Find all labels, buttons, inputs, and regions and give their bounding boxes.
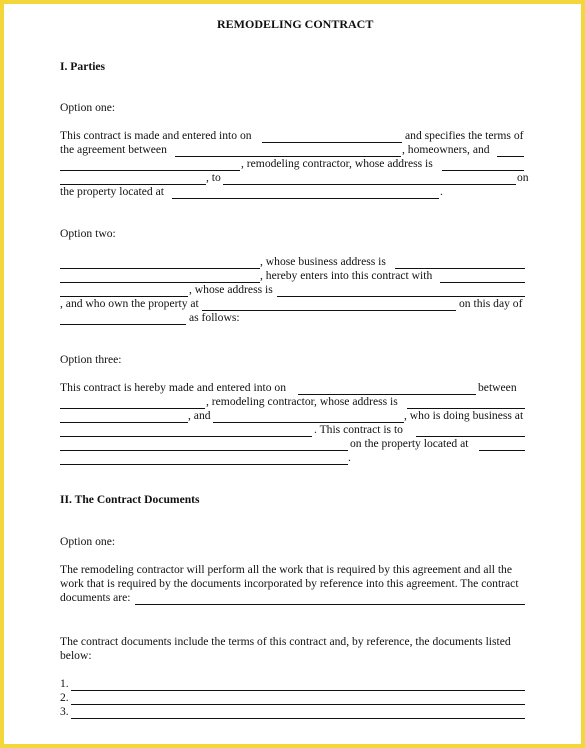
contract-text: , whose address is	[189, 283, 273, 296]
contract-text: and specifies the terms of	[405, 129, 524, 142]
contract-text: work that is required by the documents incorporated by reference into this agreement. The contract	[60, 577, 519, 590]
option-two-label: Option two:	[60, 227, 116, 240]
contract-text: the agreement between	[60, 143, 167, 156]
contract-text: below:	[60, 649, 92, 662]
option-one-label: Option one:	[60, 535, 116, 548]
contract-text: , who is doing business at	[404, 409, 524, 422]
contract-text: , hereby enters into this contract with	[260, 269, 433, 282]
document-list-blank[interactable]	[71, 718, 525, 719]
property-address-blank[interactable]	[479, 450, 525, 451]
date-blank[interactable]	[262, 142, 402, 143]
contractor-name-blank[interactable]	[497, 156, 524, 157]
contract-text: as follows:	[189, 311, 240, 324]
date-blank[interactable]	[60, 324, 186, 325]
list-number: 3.	[60, 705, 69, 718]
page-title: REMODELING CONTRACT	[217, 17, 374, 31]
contract-text: documents are:	[60, 591, 131, 604]
list-number: 1.	[60, 677, 69, 690]
contract-text: .	[348, 451, 351, 464]
contractor-name-blank[interactable]	[60, 408, 205, 409]
document-list-blank[interactable]	[71, 704, 525, 705]
contract-text: This contract is hereby made and entered into on	[60, 381, 286, 394]
homeowner-names-blank[interactable]	[440, 282, 525, 283]
option-three-label: Option three:	[60, 353, 122, 366]
option-one-label: Option one:	[60, 101, 116, 114]
contract-text: .	[440, 185, 443, 198]
document-list-blank[interactable]	[71, 690, 525, 691]
business-address-blank[interactable]	[60, 436, 312, 437]
contract-text: , remodeling contractor, whose address is	[206, 395, 398, 408]
contract-text: , to	[206, 171, 221, 184]
contract-text: . This contract is to	[314, 423, 403, 436]
contract-text: on this day of	[459, 297, 523, 310]
list-number: 2.	[60, 691, 69, 704]
contractor-address-blank[interactable]	[442, 170, 524, 171]
property-address-blank[interactable]	[172, 198, 439, 199]
contract-text: The contract documents include the terms of this contract and, by reference, the documents listed	[60, 635, 511, 648]
contract-text: This contract is made and entered into on	[60, 129, 252, 142]
contract-text: The remodeling contractor will perform all the work that is required by this agreement and all the	[60, 563, 513, 576]
contractor-address-blank-cont[interactable]	[60, 422, 188, 423]
work-description-blank-cont[interactable]	[60, 450, 348, 451]
property-address-blank[interactable]	[202, 310, 456, 311]
contract-text: between	[478, 381, 517, 394]
contract-text: the property located at	[60, 185, 164, 198]
contract-text: , whose business address is	[260, 255, 386, 268]
property-address-blank-cont[interactable]	[60, 464, 348, 465]
business-name-blank[interactable]	[60, 268, 260, 269]
work-description-blank[interactable]	[223, 184, 516, 185]
contract-text: , remodeling contractor, whose address is	[241, 157, 433, 170]
contract-text: on the property located at	[350, 437, 469, 450]
contract-documents-blank[interactable]	[135, 604, 525, 605]
section-heading-parties: I. Parties	[60, 60, 106, 73]
contract-text: , and who own the property at	[60, 297, 199, 310]
contract-text: , and	[188, 409, 211, 422]
contract-text: on	[517, 171, 529, 184]
document-page	[4, 4, 581, 744]
section-heading-contract-documents: II. The Contract Documents	[60, 493, 200, 506]
contract-text: , homeowners, and	[402, 143, 490, 156]
